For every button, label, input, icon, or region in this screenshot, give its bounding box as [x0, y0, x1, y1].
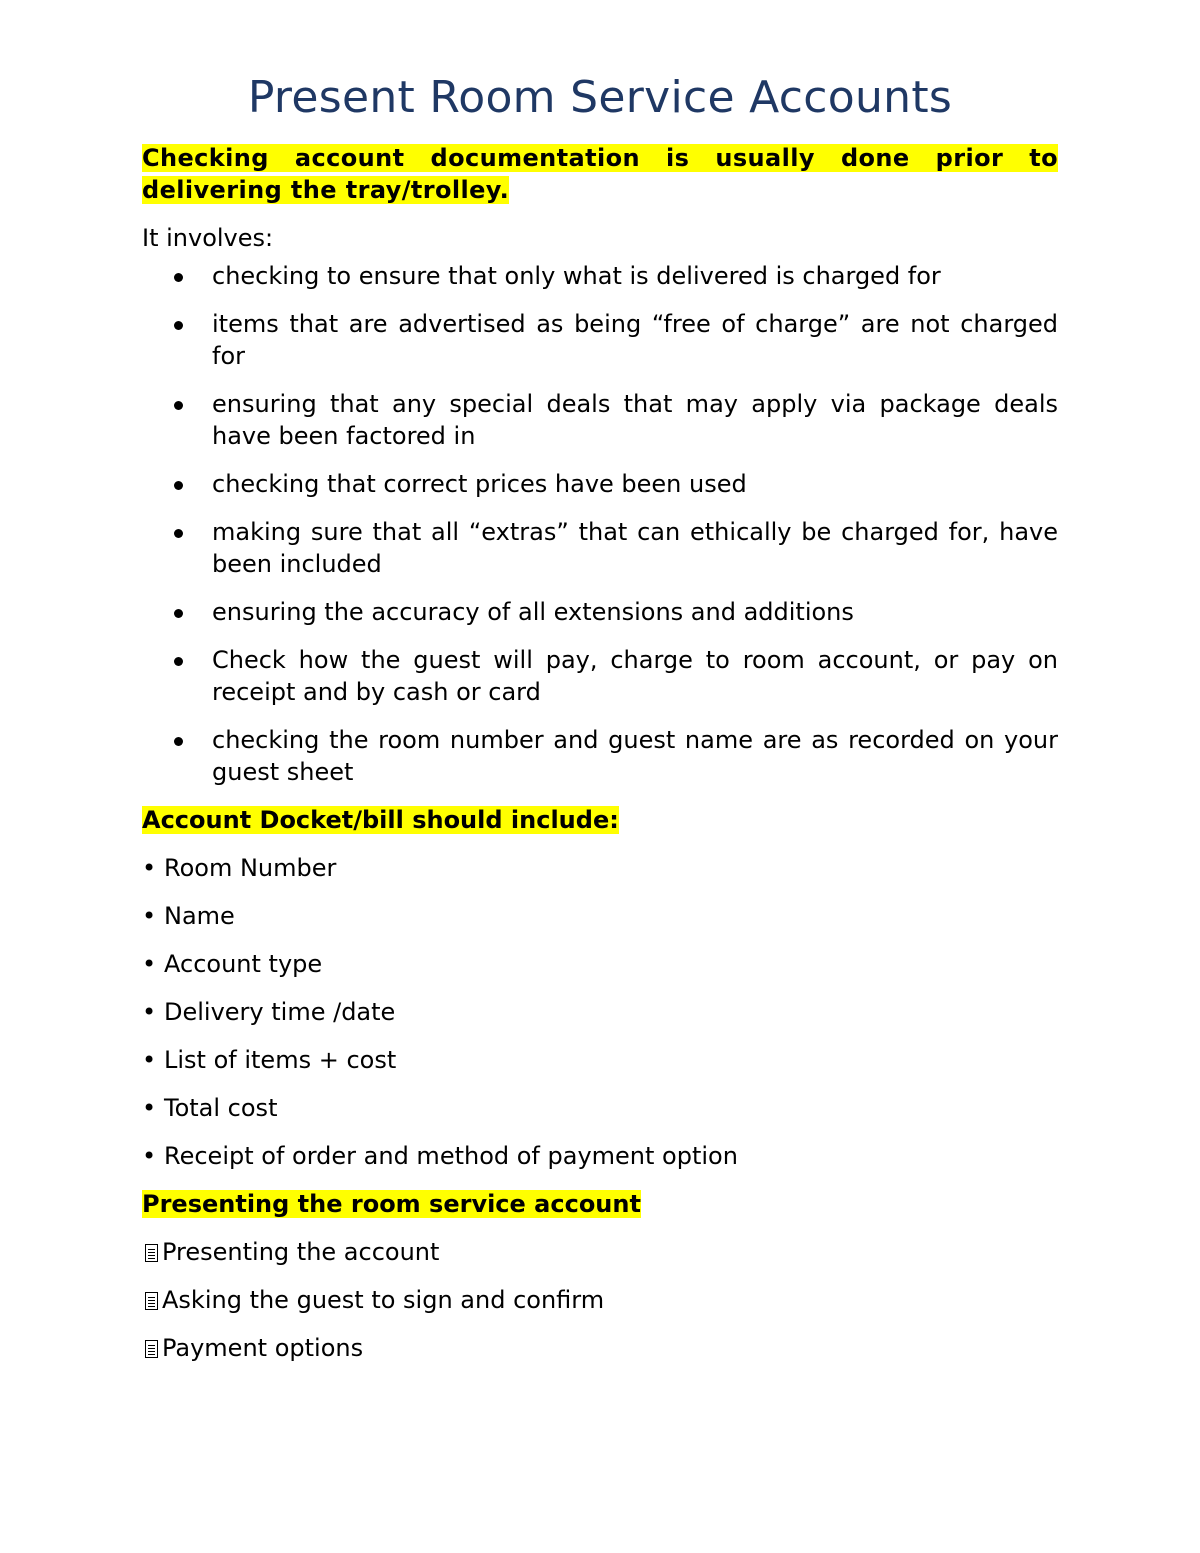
list-item-text: Check how the guest will pay, charge to room account, or pay on receipt and by cash or card: [212, 646, 1058, 706]
list-item-text: Asking the guest to sign and confirm: [162, 1286, 605, 1314]
list-item: [142, 308, 1058, 372]
list-item: [142, 1236, 1058, 1268]
bullet-icon: •: [142, 1046, 157, 1074]
list-item: [142, 260, 1058, 292]
document-icon: [145, 1340, 158, 1358]
list-item: [142, 900, 1058, 932]
bullet-icon: [174, 529, 183, 538]
list-item: [142, 644, 1058, 708]
list-item-text: Name: [164, 902, 235, 930]
bullet-icon: [174, 657, 183, 666]
list-item: [142, 468, 1058, 500]
presenting-heading-highlight: Presenting the room service account: [142, 1190, 641, 1218]
document-icon: [145, 1244, 158, 1262]
list-item: [142, 948, 1058, 980]
list-item-text: Room Number: [164, 854, 337, 882]
docket-list: [142, 852, 1058, 1172]
bullet-icon: [174, 321, 183, 330]
list-item-text: items that are advertised as being “free of charge” are not charged for: [212, 310, 1058, 370]
bullet-icon: •: [142, 854, 157, 882]
list-item-text: checking to ensure that only what is delivered is charged for: [212, 262, 941, 290]
bullet-icon: [174, 737, 183, 746]
list-item: [142, 1284, 1058, 1316]
list-item-text: ensuring that any special deals that may apply via package deals have been factored in: [212, 390, 1058, 450]
bullet-icon: •: [142, 1094, 157, 1122]
document-icon: [145, 1292, 158, 1310]
document-page: [142, 0, 1058, 1380]
list-item-text: checking that correct prices have been used: [212, 470, 747, 498]
list-item-text: checking the room number and guest name are as recorded on your guest sheet: [212, 726, 1058, 786]
bullet-icon: •: [142, 998, 157, 1026]
list-item-text: Presenting the account: [162, 1238, 440, 1266]
bullet-icon: [174, 273, 183, 282]
list-item-text: making sure that all “extras” that can ethically be charged for, have been included: [212, 518, 1058, 578]
list-item-text: Delivery time /date: [164, 998, 396, 1026]
bullet-icon: •: [142, 1142, 157, 1170]
list-item: [142, 996, 1058, 1028]
list-item: [142, 1140, 1058, 1172]
bullet-icon: •: [142, 902, 157, 930]
list-item: [142, 852, 1058, 884]
list-item-text: ensuring the accuracy of all extensions and additions: [212, 598, 854, 626]
list-item: [142, 1044, 1058, 1076]
list-item: [142, 1332, 1058, 1364]
list-item-text: Receipt of order and method of payment option: [164, 1142, 738, 1170]
intro-paragraph: [142, 142, 1058, 206]
involves-lead: It involves:: [142, 224, 274, 252]
list-item: [142, 1092, 1058, 1124]
checks-list: [142, 260, 1058, 788]
docket-heading-highlight: Account Docket/bill should include:: [142, 806, 619, 834]
list-item: [142, 724, 1058, 788]
presenting-heading: [142, 1188, 1058, 1220]
presenting-list: [142, 1236, 1058, 1364]
page-title: Present Room Service Accounts: [247, 72, 953, 123]
list-item-text: Payment options: [162, 1334, 364, 1362]
bullet-icon: [174, 401, 183, 410]
bullet-icon: [174, 609, 183, 618]
list-item: [142, 516, 1058, 580]
list-item-text: List of items + cost: [164, 1046, 397, 1074]
bullet-icon: [174, 481, 183, 490]
list-item: [142, 388, 1058, 452]
intro-highlight: Checking account documentation is usually done prior to delivering the tray/trolley.: [142, 144, 1058, 204]
list-item-text: Account type: [164, 950, 323, 978]
list-item-text: Total cost: [164, 1094, 278, 1122]
list-item: [142, 596, 1058, 628]
docket-heading: [142, 804, 1058, 836]
bullet-icon: •: [142, 950, 157, 978]
